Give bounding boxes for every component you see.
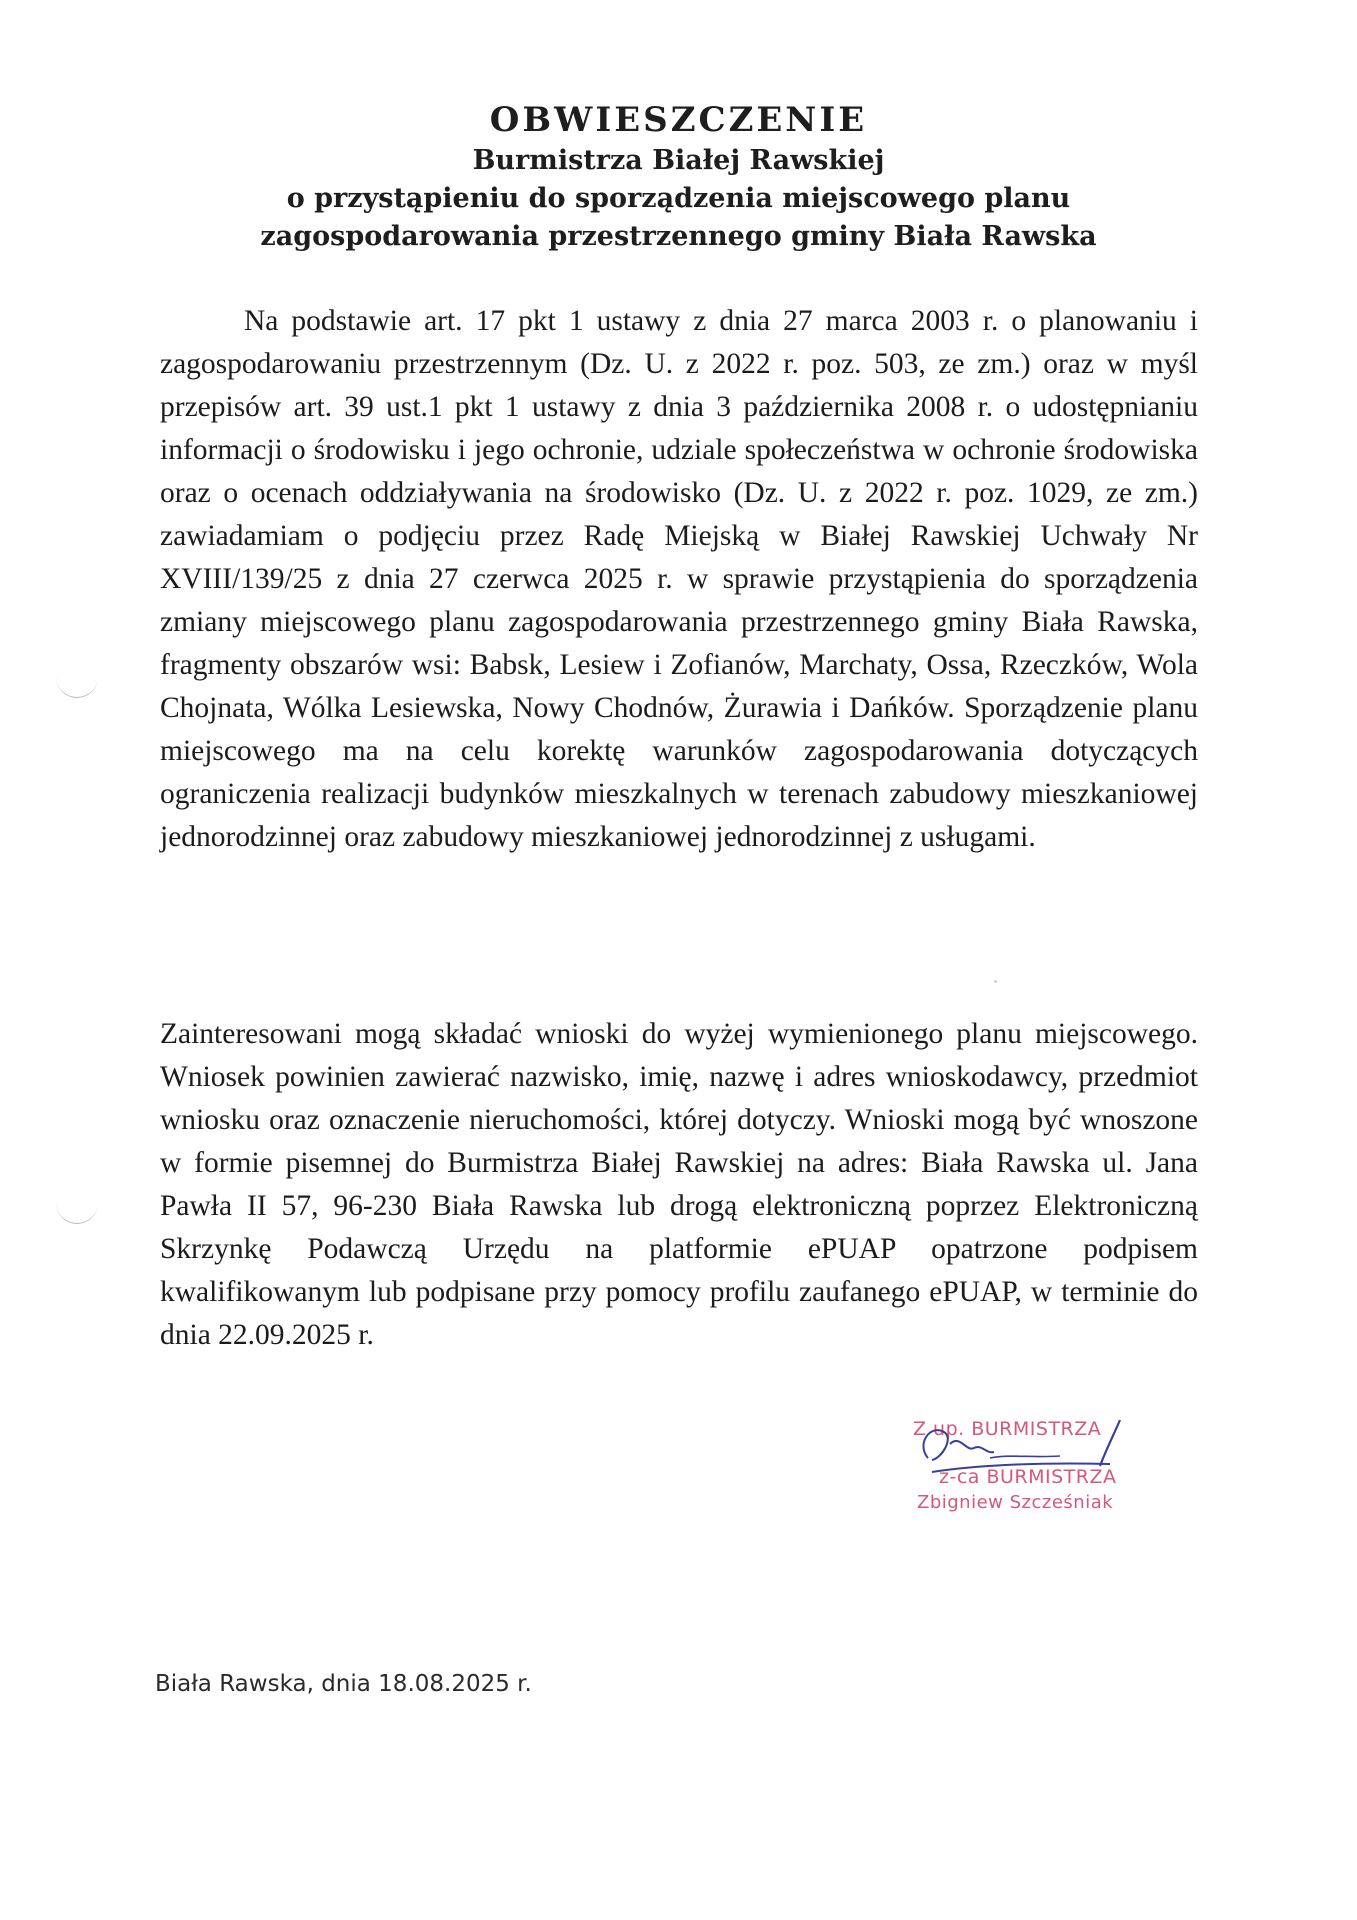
- document-title: OBWIESZCZENIE: [489, 100, 868, 140]
- document-subtitle-line-3: zagospodarowania przestrzennego gminy Biała Rawska: [260, 221, 1097, 252]
- punch-hole-mark: [56, 1197, 98, 1224]
- legal-basis-paragraph: Na podstawie art. 17 pkt 1 ustawy z dnia 27 marca 2003 r. o planowaniu i zagospodarowaniu przestrzennym (Dz. U. z 2022 r. poz. 503, ze zm.) oraz w myśl przepisów art. 39 ust.1 pkt 1 ustawy z dnia 3 października 2008 r. o udostępnianiu informacji o środowisku i jego ochronie, udziale społeczeństwa w ochronie środowiska oraz o ocenach oddziaływania na środowisko (Dz. U. z 2022 r. poz. 1029, ze zm.) zawiadamiam o podjęciu przez Radę Miejską w Białej Rawskiej Uchwały Nr XVIII/139/25 z dnia 27 czerwca 2025 r. w sprawie przystąpienia do sporządzenia zmiany miejscowego planu zagospodarowania przestrzennego gminy Biała Rawska, fragmenty obszarów wsi: Babsk, Lesiew i Zofianów, Marchaty, Ossa, Rzeczków, Wola Chojnata, Wólka Lesiewska, Nowy Chodnów, Żurawia i Dańków. Sporządzenie planu miejscowego ma na celu korektę warunków zagospodarowania dotyczących ograniczenia realizacji budynków mieszkalnych w terenach zabudowy mieszkaniowej jednorodzinnej oraz zabudowy mieszkaniowej jednorodzinnej z usługami.: [160, 305, 1198, 853]
- place-and-date: Biała Rawska, dnia 18.08.2025 r.: [155, 1671, 532, 1697]
- document-subtitle-line-1: Burmistrza Białej Rawskiej: [472, 145, 885, 176]
- handwritten-signature: [910, 1414, 1140, 1484]
- document-subtitle-line-2: o przystąpieniu do sporządzenia miejscowego planu: [286, 183, 1071, 214]
- punch-hole-mark: [56, 671, 98, 698]
- stamp-line-2: z-ca BURMISTRZA: [939, 1466, 1117, 1488]
- submission-paragraph: Zainteresowani mogą składać wnioski do wyżej wymienionego planu miejscowego. Wniosek powinien zawierać nazwisko, imię, nazwę i adres wnioskodawcy, przedmiot wniosku oraz oznaczenie nieruchomości, której dotyczy. Wnioski mogą być wnoszone w formie pisemnej do Burmistrza Białej Rawskiej na adres: Biała Rawska ul. Jana Pawła II 57, 96-230 Biała Rawska lub drogą elektroniczną poprzez Elektroniczną Skrzynkę Podawczą Urzędu na platformie ePUAP opatrzone podpisem kwalifikowanym lub podpisane przy pomocy profilu zaufanego ePUAP, w terminie do dnia 22.09.2025 r.: [160, 1018, 1198, 1351]
- stamp-line-1: Z up. BURMISTRZA: [913, 1418, 1102, 1440]
- stamp-line-3: Zbigniew Szcześniak: [917, 1492, 1114, 1513]
- scan-speck: [994, 980, 997, 983]
- document-heading: [0, 98, 1357, 256]
